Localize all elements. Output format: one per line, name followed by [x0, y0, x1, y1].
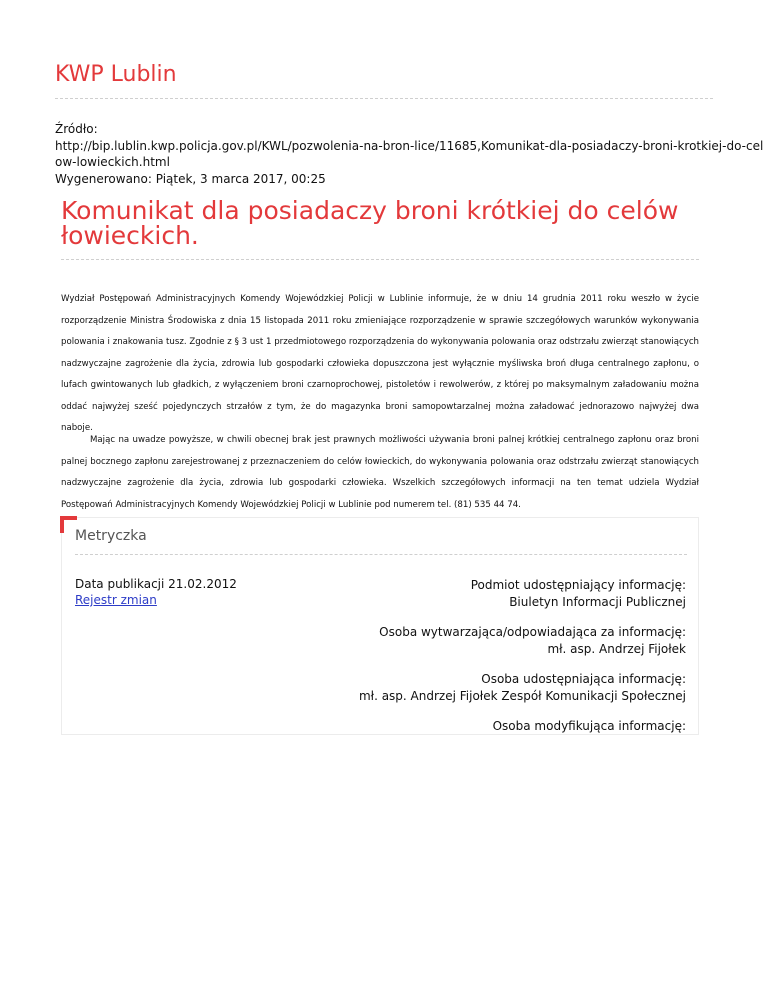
publisher-value: mł. asp. Andrzej Fijołek Zespół Komunikacji Społecznej	[358, 688, 686, 703]
source-url-line-1: http://bip.lublin.kwp.policja.gov.pl/KWL/pozwolenia-na-bron-lice/11685,Komunikat-dla-posiadaczy-broni-krotkiej-do-cel	[55, 138, 764, 153]
metryczka-details	[346, 577, 686, 749]
source-url-line-2: ow-lowieckich.html	[55, 155, 170, 169]
provider-value: Biuletyn Informacji Publicznej	[509, 594, 686, 609]
metryczka-divider	[75, 554, 687, 555]
source-label: Źródło:	[55, 122, 98, 136]
metryczka-title: Metryczka	[75, 528, 147, 544]
site-title: KWP Lublin	[55, 62, 177, 87]
provider-label: Podmiot udostępniający informację:	[470, 578, 686, 592]
modifier-group	[346, 718, 686, 735]
article-title: Komunikat dla posiadaczy broni krótkiej do celów łowieckich.	[61, 196, 679, 250]
changelog-link[interactable]: Rejestr zmian	[75, 593, 157, 607]
publisher-label: Osoba udostępniająca informację:	[481, 672, 686, 686]
source-info	[55, 121, 764, 187]
article-paragraph-1: Wydział Postępowań Administracyjnych Komendy Wojewódzkiej Policji w Lublinie informuje, że w dniu 14 grudnia 2011 roku weszło w życie rozporządzenie Ministra Środowiska z dnia 15 listopada 2011 roku zmieniające rozporządzenie w sprawie szczegółowych warunków wykonywania polowania i znakowania tusz. Zgodnie z § 3 ust 1 przedmiotowego rozporządzenia do wykonywania polowania oraz odstrzału zwierząt stanowiących nadzwyczajne zagrożenie dla życia, zdrowia lub gospodarki człowieka dopuszczona jest wyłącznie myśliwska broń długa centralnego zapłonu, o lufach gwintowanych lub gładkich, z wyłączeniem broni czarnoprochowej, pistoletów i rewolwerów, z której po maksymalnym załadowaniu można oddać najwyżej sześć pojedynczych strzałów z tym, że do magazynka broni samopowtarzalnej można załadować jednorazowo najwyżej dwa naboje.	[61, 294, 699, 433]
publisher-group	[346, 671, 686, 704]
publication-date: Data publikacji 21.02.2012	[75, 577, 237, 591]
article-paragraph-2: Mając na uwadze powyższe, w chwili obecnej brak jest prawnych możliwości używania broni palnej krótkiej centralnego zapłonu oraz broni palnej bocznego zapłonu zarejestrowanej z przeznaczeniem do celów łowieckich, do wykonywania polowania oraz odstrzału zwierząt stanowiących nadzwyczajne zagrożenie dla życia, zdrowia lub gospodarki człowieka. Wszelkich szczegółowych informacji na ten temat udziela Wydział Postępowań Administracyjnych Komendy Wojewódzkiej Policji w Lublinie pod numerem tel. (81) 535 44 74.	[61, 435, 699, 510]
header-divider	[55, 98, 713, 99]
modifier-label: Osoba modyfikująca informację:	[492, 719, 686, 733]
author-value: mł. asp. Andrzej Fijołek	[547, 641, 686, 656]
provider-group	[346, 577, 686, 610]
generated-timestamp: Wygenerowano: Piątek, 3 marca 2017, 00:25	[55, 171, 326, 186]
metryczka-panel	[61, 517, 699, 735]
title-divider	[61, 259, 699, 260]
author-label: Osoba wytwarzająca/odpowiadająca za informację:	[379, 625, 686, 639]
author-group	[346, 624, 686, 657]
